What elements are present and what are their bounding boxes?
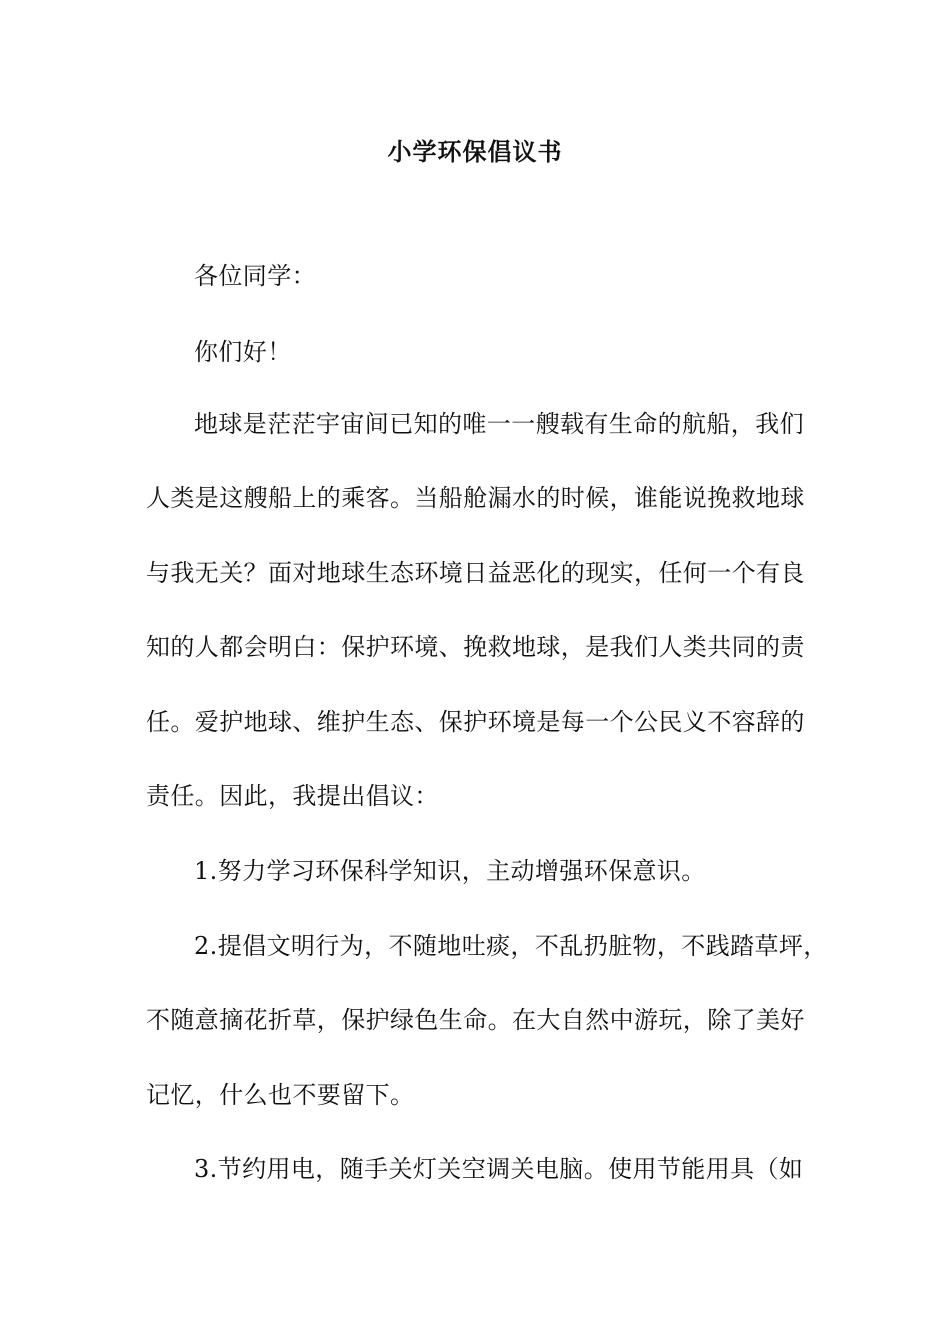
paragraph-line: 知的人都会明白：保护环境、挽救地球，是我们人类共同的责 (146, 633, 805, 661)
paragraph-line: 人类是这艘船上的乘客。当船舱漏水的时候，谁能说挽救地球 (146, 484, 805, 512)
proposal-item-2-line: 不随意摘花折草，保护绿色生命。在大自然中游玩，除了美好 (146, 1006, 805, 1034)
paragraph-line: 责任。因此，我提出倡议： (146, 782, 439, 810)
proposal-item-2-line: 记忆，什么也不要留下。 (146, 1081, 415, 1109)
proposal-item-2: 2.提倡文明行为，不随地吐痰，不乱扔脏物，不践踏草坪， (194, 932, 828, 960)
paragraph-line: 任。爱护地球、维护生态、保护环境是每一个公民义不容辞的 (146, 708, 805, 736)
greeting: 你们好！ (194, 338, 292, 366)
proposal-item-3: 3.节约用电，随手关灯关空调关电脑。使用节能用具（如 (194, 1155, 804, 1183)
paragraph-line: 地球是茫茫宇宙间已知的唯一一艘载有生命的航船，我们 (194, 410, 804, 438)
salutation: 各位同学： (194, 262, 316, 290)
proposal-item-1: 1.努力学习环保科学知识，主动增强环保意识。 (194, 857, 706, 885)
paragraph-line: 与我无关？面对地球生态环境日益恶化的现实，任何一个有良 (146, 559, 805, 587)
document-title: 小学环保倡议书 (387, 137, 563, 166)
